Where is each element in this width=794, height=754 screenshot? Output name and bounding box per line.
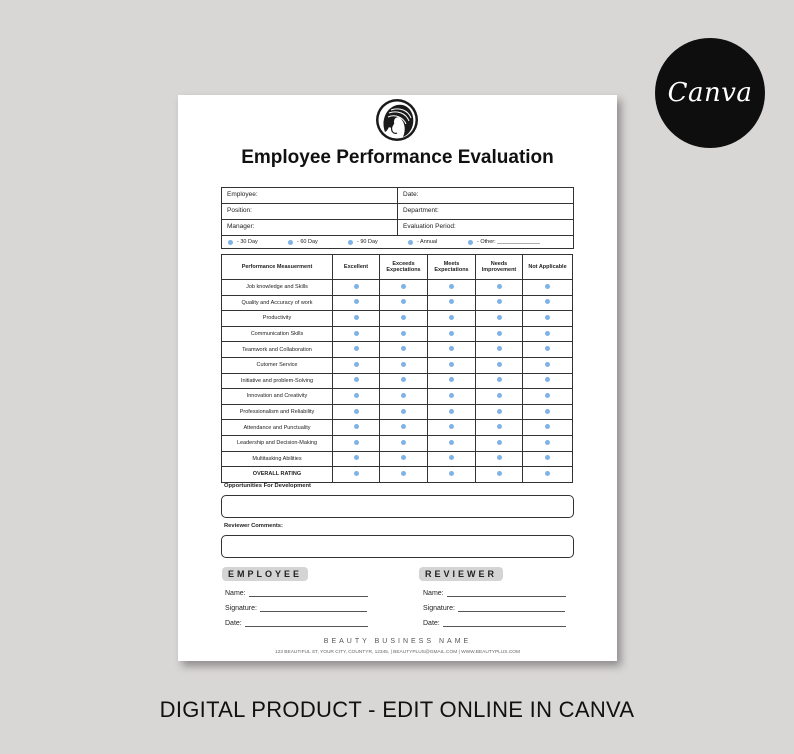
rating-radio-icon[interactable]	[497, 440, 502, 445]
rating-radio-icon[interactable]	[497, 346, 502, 351]
rating-cell	[380, 404, 428, 420]
rating-cell	[523, 295, 573, 311]
rating-cell	[476, 295, 523, 311]
rating-radio-icon[interactable]	[401, 377, 406, 382]
rating-cell	[380, 420, 428, 436]
rating-radio-icon[interactable]	[401, 393, 406, 398]
rating-radio-icon[interactable]	[497, 284, 502, 289]
rating-cell	[333, 280, 380, 296]
period-label: - 60 Day	[297, 239, 318, 245]
table-row	[222, 342, 573, 358]
period-option-other[interactable]	[468, 239, 558, 245]
rating-cell	[380, 326, 428, 342]
table-body	[222, 280, 573, 483]
rating-cell	[523, 373, 573, 389]
canva-logo-text: Canva	[667, 78, 753, 108]
info-row	[222, 220, 573, 236]
table-row	[222, 373, 573, 389]
evaluation-period-options	[222, 236, 573, 248]
rating-cell	[333, 467, 380, 483]
rating-radio-icon[interactable]	[449, 362, 454, 367]
period-label: - Annual	[417, 239, 438, 245]
rating-radio-icon[interactable]	[545, 471, 550, 476]
rating-cell	[523, 435, 573, 451]
position-field[interactable]: Position:	[222, 204, 398, 219]
rating-radio-icon[interactable]	[545, 331, 550, 336]
signature-line[interactable]	[249, 589, 368, 597]
rating-cell	[333, 295, 380, 311]
rating-cell	[523, 311, 573, 327]
rating-radio-icon[interactable]	[545, 440, 550, 445]
product-caption: DIGITAL PRODUCT - EDIT ONLINE IN CANVA	[159, 697, 635, 722]
info-row	[222, 204, 573, 220]
rating-cell	[523, 420, 573, 436]
table-header-cell: Not Applicable	[523, 255, 573, 280]
rating-cell	[333, 311, 380, 327]
rating-radio-icon[interactable]	[497, 471, 502, 476]
rating-cell	[333, 326, 380, 342]
rating-radio-icon[interactable]	[497, 315, 502, 320]
rating-radio-icon[interactable]	[401, 299, 406, 304]
table-header-cell: Exceeds Expectations	[380, 255, 428, 280]
measurement-label: Multitasking Abilities	[222, 451, 333, 467]
radio-icon[interactable]	[468, 240, 473, 245]
measurement-label: Teamwork and Collaboration	[222, 342, 333, 358]
table-row	[222, 295, 573, 311]
field-label: Signature:	[225, 605, 257, 612]
rating-radio-icon[interactable]	[401, 455, 406, 460]
rating-radio-icon[interactable]	[449, 424, 454, 429]
rating-radio-icon[interactable]	[545, 362, 550, 367]
rating-radio-icon[interactable]	[449, 393, 454, 398]
rating-radio-icon[interactable]	[354, 346, 359, 351]
rating-radio-icon[interactable]	[401, 315, 406, 320]
rating-cell	[523, 451, 573, 467]
period-option-30[interactable]	[228, 239, 288, 245]
rating-radio-icon[interactable]	[545, 299, 550, 304]
rating-cell	[476, 326, 523, 342]
period-option-90[interactable]	[348, 239, 408, 245]
rating-radio-icon[interactable]	[354, 299, 359, 304]
field-label: Date:	[423, 620, 440, 627]
measurement-label: Initiative and problem-Solving	[222, 373, 333, 389]
table-row	[222, 435, 573, 451]
rating-cell	[428, 357, 476, 373]
reviewer-comments-textbox[interactable]	[221, 535, 574, 558]
rating-radio-icon[interactable]	[354, 315, 359, 320]
rating-cell	[523, 326, 573, 342]
measurement-label: Quality and Accuracy of work	[222, 295, 333, 311]
measurement-label: Productivity	[222, 311, 333, 327]
rating-radio-icon[interactable]	[545, 393, 550, 398]
performance-table	[221, 254, 573, 483]
rating-cell	[428, 342, 476, 358]
employee-name-field[interactable]	[225, 589, 368, 597]
rating-cell	[476, 420, 523, 436]
rating-cell	[428, 373, 476, 389]
measurement-label: Communication Skills	[222, 326, 333, 342]
table-row	[222, 311, 573, 327]
employee-signature-field[interactable]	[225, 604, 367, 612]
reviewer-comments-label: Reviewer Comments:	[224, 523, 283, 529]
rating-radio-icon[interactable]	[449, 409, 454, 414]
rating-cell	[428, 451, 476, 467]
rating-cell	[333, 357, 380, 373]
rating-radio-icon[interactable]	[354, 362, 359, 367]
rating-cell	[380, 342, 428, 358]
reviewer-signature-field[interactable]	[423, 604, 565, 612]
rating-radio-icon[interactable]	[497, 362, 502, 367]
rating-radio-icon[interactable]	[401, 409, 406, 414]
rating-radio-icon[interactable]	[545, 284, 550, 289]
rating-cell	[428, 311, 476, 327]
rating-cell	[523, 342, 573, 358]
reviewer-name-field[interactable]	[423, 589, 566, 597]
rating-cell	[380, 280, 428, 296]
signature-line[interactable]	[245, 619, 368, 627]
table-header-cell: Excellent	[333, 255, 380, 280]
rating-radio-icon[interactable]	[354, 424, 359, 429]
rating-cell	[476, 467, 523, 483]
rating-radio-icon[interactable]	[401, 424, 406, 429]
rating-cell	[333, 451, 380, 467]
employee-heading: EMPLOYEE	[222, 567, 308, 581]
period-label: - 30 Day	[237, 239, 258, 245]
table-row	[222, 420, 573, 436]
field-label: Signature:	[423, 605, 455, 612]
employee-date-field[interactable]	[225, 619, 368, 627]
rating-cell	[380, 311, 428, 327]
period-option-annual[interactable]	[408, 239, 468, 245]
rating-cell	[428, 295, 476, 311]
rating-radio-icon[interactable]	[497, 299, 502, 304]
rating-cell	[476, 435, 523, 451]
rating-cell	[476, 451, 523, 467]
table-row	[222, 467, 573, 483]
field-label: Name:	[225, 590, 246, 597]
rating-radio-icon[interactable]	[401, 331, 406, 336]
table-row	[222, 280, 573, 296]
table-header-cell: Meets Expectations	[428, 255, 476, 280]
rating-radio-icon[interactable]	[449, 331, 454, 336]
rating-radio-icon[interactable]	[545, 346, 550, 351]
rating-cell	[476, 342, 523, 358]
rating-radio-icon[interactable]	[401, 440, 406, 445]
measurement-label: Innovation and Creativity	[222, 389, 333, 405]
rating-cell	[476, 404, 523, 420]
rating-radio-icon[interactable]	[449, 299, 454, 304]
rating-radio-icon[interactable]	[354, 471, 359, 476]
field-label: Date:	[225, 620, 242, 627]
rating-cell	[333, 342, 380, 358]
rating-radio-icon[interactable]	[497, 331, 502, 336]
radio-icon[interactable]	[288, 240, 293, 245]
woman-profile-logo-icon	[375, 98, 419, 142]
rating-cell	[333, 373, 380, 389]
rating-radio-icon[interactable]	[449, 377, 454, 382]
signature-line[interactable]	[443, 619, 566, 627]
table-header-row	[222, 255, 573, 280]
rating-radio-icon[interactable]	[545, 424, 550, 429]
rating-radio-icon[interactable]	[354, 409, 359, 414]
field-label: Name:	[423, 590, 444, 597]
rating-cell	[523, 389, 573, 405]
rating-cell	[476, 389, 523, 405]
measurement-label: Cutomer Service	[222, 357, 333, 373]
rating-cell	[380, 467, 428, 483]
rating-cell	[428, 404, 476, 420]
radio-icon[interactable]	[228, 240, 233, 245]
rating-cell	[476, 373, 523, 389]
rating-cell	[428, 420, 476, 436]
info-row	[222, 188, 573, 204]
rating-radio-icon[interactable]	[354, 393, 359, 398]
rating-radio-icon[interactable]	[449, 284, 454, 289]
table-row	[222, 404, 573, 420]
rating-radio-icon[interactable]	[497, 409, 502, 414]
measurement-label: Professionalism and Reliability	[222, 404, 333, 420]
radio-icon[interactable]	[348, 240, 353, 245]
rating-radio-icon[interactable]	[401, 284, 406, 289]
rating-cell	[380, 373, 428, 389]
rating-radio-icon[interactable]	[401, 346, 406, 351]
opportunities-textbox[interactable]	[221, 495, 574, 518]
rating-cell	[380, 389, 428, 405]
rating-cell	[428, 326, 476, 342]
rating-cell	[428, 435, 476, 451]
rating-radio-icon[interactable]	[401, 362, 406, 367]
rating-radio-icon[interactable]	[354, 284, 359, 289]
rating-cell	[476, 280, 523, 296]
rating-radio-icon[interactable]	[354, 440, 359, 445]
table-row	[222, 389, 573, 405]
reviewer-date-field[interactable]	[423, 619, 566, 627]
period-option-60[interactable]	[288, 239, 348, 245]
table-header-cell: Performance Measuerment	[222, 255, 333, 280]
rating-cell	[380, 357, 428, 373]
form-title: Employee Performance Evaluation	[241, 147, 554, 168]
business-name: BEAUTY BUSINESS NAME	[323, 638, 472, 645]
period-label: - Other: ______________	[477, 239, 540, 245]
rating-cell	[428, 467, 476, 483]
table-row	[222, 326, 573, 342]
rating-cell	[428, 389, 476, 405]
employee-field[interactable]: Employee:	[222, 188, 398, 203]
measurement-label: OVERALL RATING	[222, 467, 333, 483]
business-address: 123 BEAUTIFUL ST, YOUR CITY, COUNTYR, 12345, | BEAUTYPLUS@GMAIL.COM | WWW.BEAUTYPLUS.COM	[274, 650, 521, 655]
rating-cell	[523, 280, 573, 296]
rating-radio-icon[interactable]	[545, 455, 550, 460]
rating-cell	[523, 404, 573, 420]
rating-radio-icon[interactable]	[497, 393, 502, 398]
rating-cell	[333, 389, 380, 405]
rating-radio-icon[interactable]	[449, 440, 454, 445]
evaluation-period-field[interactable]: Evaluation Period:	[403, 223, 456, 230]
rating-radio-icon[interactable]	[449, 346, 454, 351]
signature-line[interactable]	[260, 604, 367, 612]
rating-radio-icon[interactable]	[449, 315, 454, 320]
evaluation-form-page	[178, 95, 617, 661]
table-row	[222, 451, 573, 467]
radio-icon[interactable]	[408, 240, 413, 245]
signature-line[interactable]	[447, 589, 566, 597]
rating-radio-icon[interactable]	[354, 377, 359, 382]
table-row	[222, 357, 573, 373]
signature-line[interactable]	[458, 604, 565, 612]
rating-radio-icon[interactable]	[545, 315, 550, 320]
measurement-label: Leadership and Decision-Making	[222, 435, 333, 451]
rating-radio-icon[interactable]	[401, 471, 406, 476]
rating-cell	[333, 420, 380, 436]
rating-radio-icon[interactable]	[545, 377, 550, 382]
date-field[interactable]: Date:	[403, 191, 419, 198]
rating-radio-icon[interactable]	[354, 455, 359, 460]
rating-cell	[523, 467, 573, 483]
reviewer-heading: REVIEWER	[419, 567, 503, 581]
rating-cell	[476, 357, 523, 373]
rating-cell	[333, 404, 380, 420]
opportunities-label: Opportunities For Development	[224, 483, 311, 489]
rating-cell	[476, 311, 523, 327]
rating-cell	[380, 435, 428, 451]
rating-radio-icon[interactable]	[497, 455, 502, 460]
period-label: - 90 Day	[357, 239, 378, 245]
rating-radio-icon[interactable]	[354, 331, 359, 336]
measurement-label: Job knowledge and Skills	[222, 280, 333, 296]
rating-radio-icon[interactable]	[497, 377, 502, 382]
rating-radio-icon[interactable]	[449, 471, 454, 476]
rating-radio-icon[interactable]	[545, 409, 550, 414]
rating-cell	[523, 357, 573, 373]
rating-cell	[380, 295, 428, 311]
rating-cell	[380, 451, 428, 467]
table-header-cell: Needs Improvement	[476, 255, 523, 280]
rating-radio-icon[interactable]	[449, 455, 454, 460]
department-field[interactable]: Department:	[403, 207, 439, 214]
employee-info-grid	[221, 187, 574, 249]
rating-cell	[428, 280, 476, 296]
rating-cell	[333, 435, 380, 451]
measurement-label: Attendance and Punctuality	[222, 420, 333, 436]
canva-logo-badge	[655, 38, 765, 148]
manager-field[interactable]: Manager:	[222, 220, 398, 235]
rating-radio-icon[interactable]	[497, 424, 502, 429]
